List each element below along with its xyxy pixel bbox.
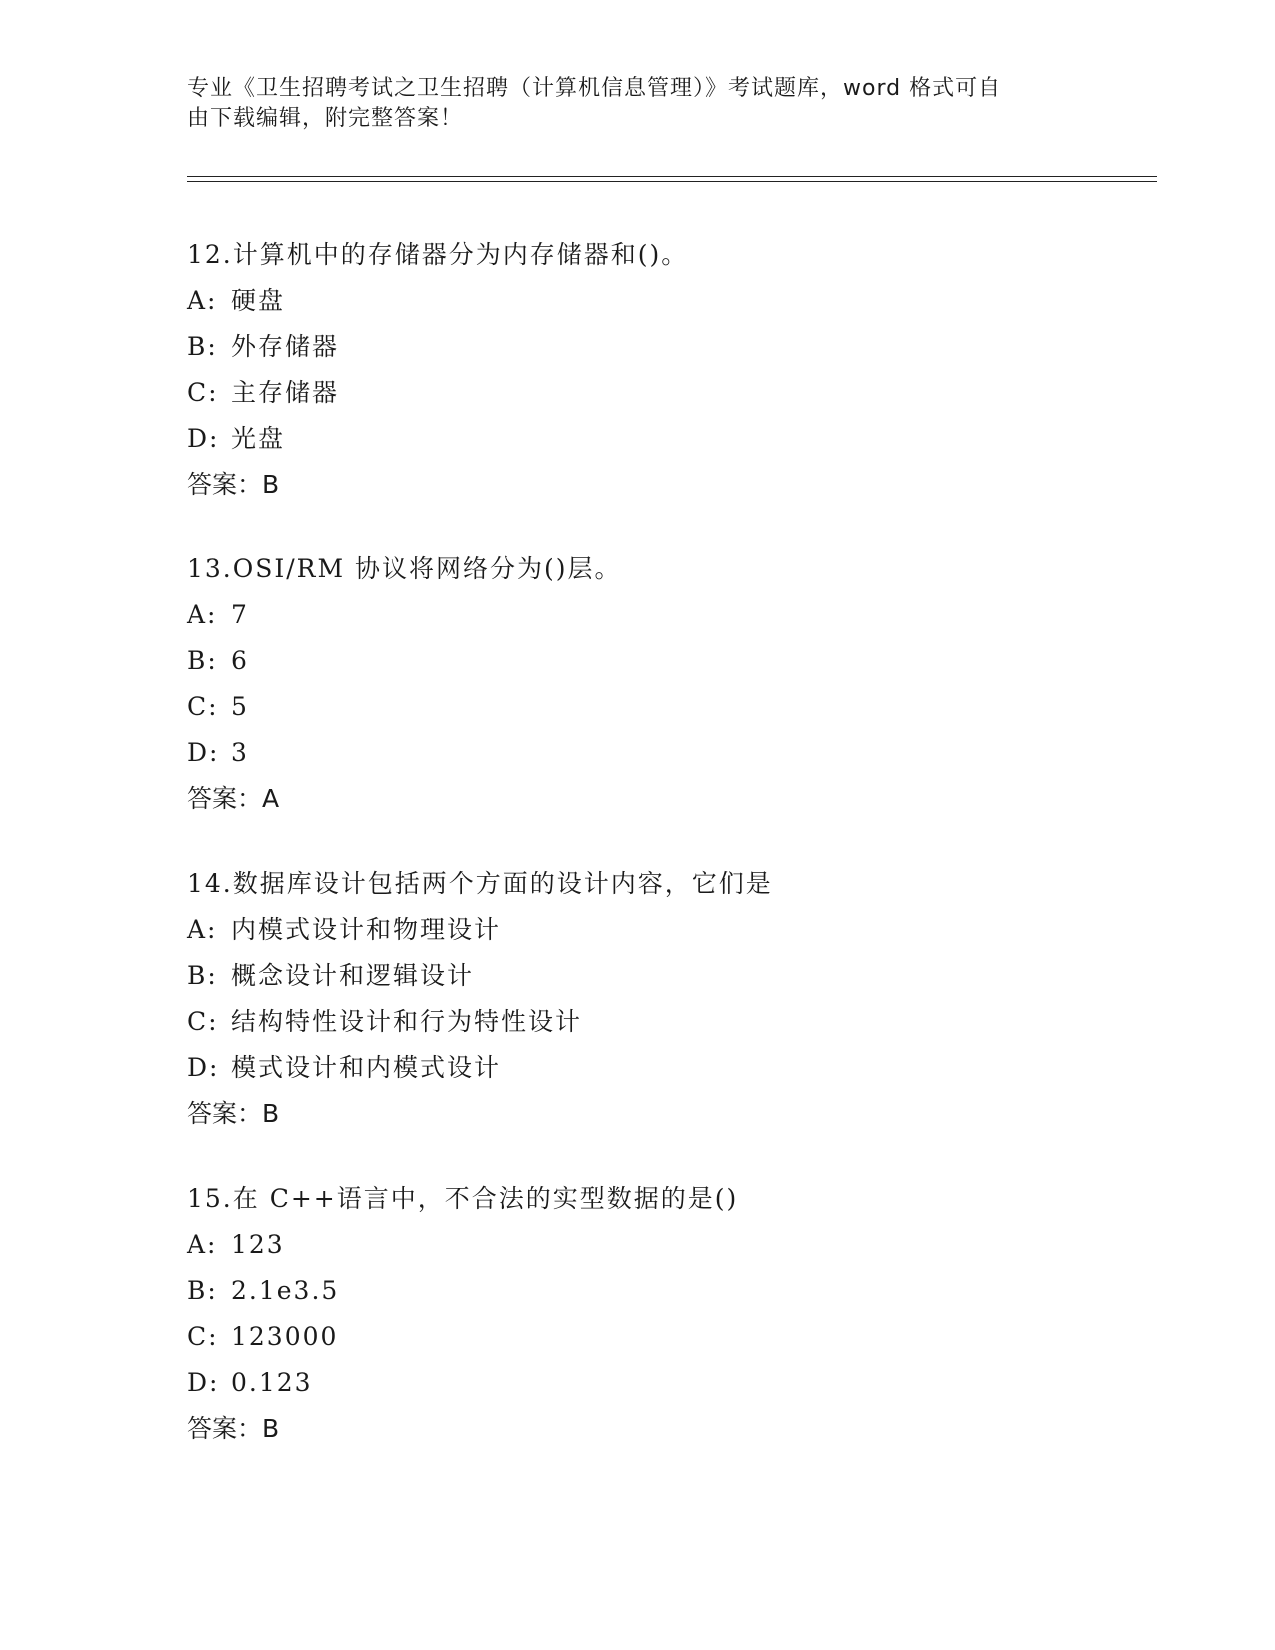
option-c (187, 1314, 1147, 1360)
option-key: A: (187, 915, 218, 944)
option-key: C: (187, 692, 219, 721)
question-12 (187, 232, 1147, 508)
option-text: 7 (231, 600, 249, 629)
option-d (187, 416, 1147, 462)
answer: 答案：B (187, 470, 280, 499)
option-d (187, 1360, 1147, 1406)
option-key: B: (187, 1276, 218, 1305)
option-a (187, 907, 1147, 953)
option-b (187, 324, 1147, 370)
option-b (187, 1268, 1147, 1314)
option-text: 123 (231, 1230, 285, 1259)
option-key: C: (187, 1322, 219, 1351)
option-text: 结构特性设计和行为特性设计 (231, 1007, 583, 1036)
option-a (187, 278, 1147, 324)
question-stem: 14.数据库设计包括两个方面的设计内容，它们是 (187, 869, 773, 898)
option-key: D: (187, 738, 220, 767)
answer: 答案：A (187, 784, 280, 813)
option-key: C: (187, 1007, 219, 1036)
option-key: A: (187, 600, 218, 629)
answer: 答案：B (187, 1099, 280, 1128)
question-stem: 13.OSI/RM 协议将网络分为()层。 (187, 554, 622, 583)
option-key: A: (187, 286, 218, 315)
question-13 (187, 546, 1147, 822)
option-key: D: (187, 1053, 220, 1082)
answer: 答案：B (187, 1414, 280, 1443)
option-d (187, 1045, 1147, 1091)
option-key: B: (187, 332, 218, 361)
question-stem: 12.计算机中的存储器分为内存储器和()。 (187, 240, 689, 269)
option-key: A: (187, 1230, 218, 1259)
header-line-2: 由下载编辑，附完整答案！ (187, 106, 464, 131)
option-text: 2.1e3.5 (231, 1276, 340, 1305)
header-divider-bottom (187, 181, 1157, 182)
option-b (187, 953, 1147, 999)
option-text: 内模式设计和物理设计 (231, 915, 502, 944)
option-key: D: (187, 424, 220, 453)
question-14 (187, 861, 1147, 1137)
question-15 (187, 1176, 1147, 1452)
document-header (187, 74, 1087, 134)
header-line-1: 专业《卫生招聘考试之卫生招聘（计算机信息管理）》考试题库，word 格式可自 (187, 76, 1002, 101)
option-key: B: (187, 646, 218, 675)
option-text: 5 (231, 692, 249, 721)
option-b (187, 638, 1147, 684)
option-text: 123000 (231, 1322, 339, 1351)
option-c (187, 684, 1147, 730)
option-c (187, 999, 1147, 1045)
option-d (187, 730, 1147, 776)
option-text: 主存储器 (231, 378, 340, 407)
option-key: C: (187, 378, 219, 407)
question-stem: 15.在 C++语言中，不合法的实型数据的是() (187, 1184, 739, 1213)
option-text: 光盘 (231, 424, 286, 453)
option-key: B: (187, 961, 218, 990)
option-a (187, 1222, 1147, 1268)
option-text: 外存储器 (231, 332, 340, 361)
option-text: 6 (231, 646, 249, 675)
option-text: 0.123 (231, 1368, 313, 1397)
option-c (187, 370, 1147, 416)
option-text: 模式设计和内模式设计 (231, 1053, 502, 1082)
option-text: 概念设计和逻辑设计 (231, 961, 475, 990)
option-text: 3 (231, 738, 249, 767)
option-a (187, 592, 1147, 638)
option-text: 硬盘 (231, 286, 286, 315)
header-divider-top (187, 176, 1157, 177)
option-key: D: (187, 1368, 220, 1397)
